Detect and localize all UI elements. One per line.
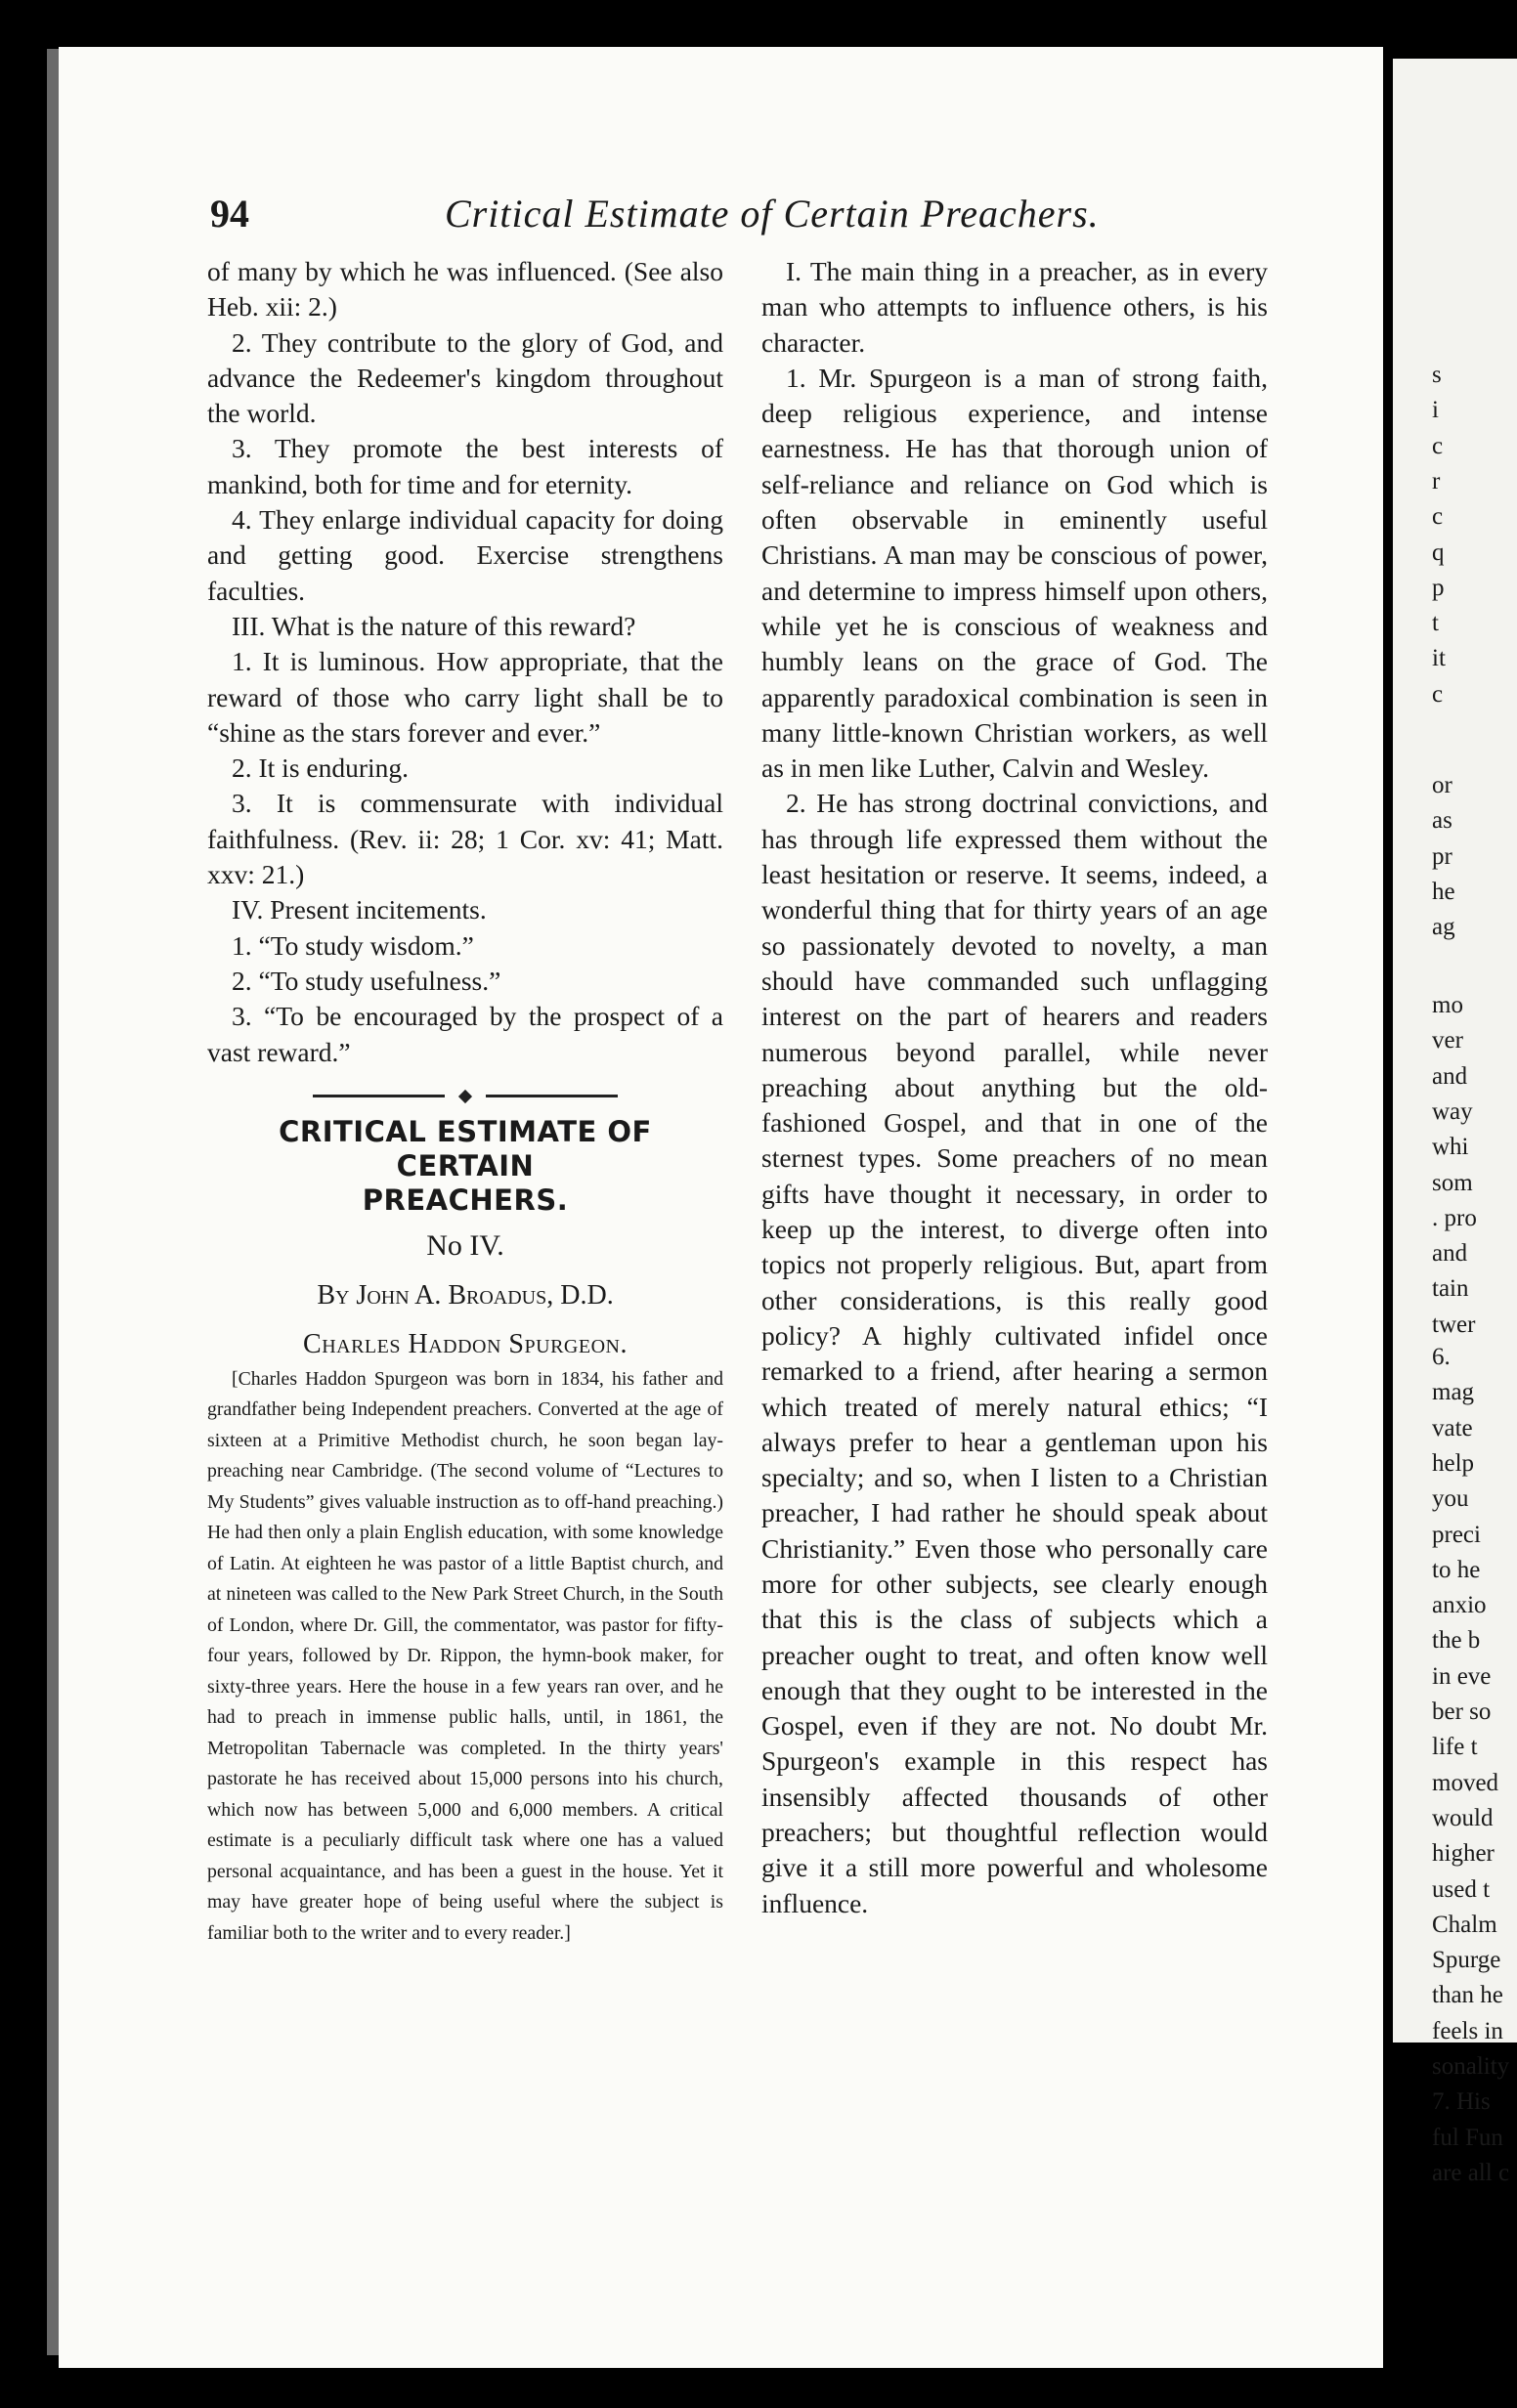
next-page-fragment: life t	[1432, 1734, 1478, 1761]
next-page-fragment: used t	[1432, 1875, 1491, 1903]
divider-line	[486, 1095, 618, 1097]
next-page-fragment: 6.	[1432, 1344, 1451, 1370]
running-title: Critical Estimate of Certain Preachers.	[445, 192, 1100, 236]
biographical-note: [Charles Haddon Spurgeon was born in 1834, his father and grandfather being Independent preachers. Converted at the age of sixteen at a Primitive Methodist church, he soon began lay-preaching near Cambridge. (The second volume of “Lectures to My Students” gives valuable instruction as to off-hand preaching.) He had then only a plain English education, with some knowledge of Latin. At eighteen he was pastor of a little Baptist church, and at nineteen was called to the New Park Street Church, in the South of London, where Dr. Gill, the commentator, was pastor for fifty-four years, followed by Dr. Rippon, the hymn-book maker, for sixty-three years. Here the house in a few years ran over, and he had to preach in immense public halls, until, in 1861, the Metropolitan Tabernacle was completed. In the thirty years' pastorate he has received about 15,000 persons into his church, which now has between 5,000 and 6,000 members. A critical estimate is a peculiarly difficult task where one has a valued personal acquaintance, and has been a guest in the house. Yet it may have greater hope of being useful where the subject is familiar both to the writer and to every reader.]	[207, 1367, 723, 1944]
next-page-fragment: are all c	[1432, 2159, 1510, 2186]
next-page-fragment: it	[1432, 645, 1446, 672]
next-page-fragment: he	[1432, 878, 1455, 905]
paragraph: 3. They promote the best interests of mankind, both for time and for eternity.	[207, 433, 723, 499]
next-page-fragment: ber so	[1432, 1698, 1492, 1725]
paragraph: I. The main thing in a preacher, as in every man who attempts to influence others, is his character.	[761, 256, 1268, 358]
next-page-fragment: s	[1432, 362, 1442, 388]
paragraph: 1. “To study wisdom.”	[232, 929, 474, 961]
next-page-fragment: r	[1432, 467, 1441, 494]
next-page-fragment: would	[1432, 1804, 1494, 1831]
paragraph: 3. It is commensurate with individual faithfulness. (Rev. ii: 28; 1 Cor. xv: 41; Matt. xxv: 21.)	[207, 788, 723, 890]
paragraph: 2. They contribute to the glory of God, and advance the Redeemer's kingdom throughout the world.	[207, 326, 723, 429]
next-page-fragment: as	[1432, 807, 1452, 835]
next-page-fragment: whi	[1432, 1134, 1469, 1161]
byline: By John A. Broadus, D.D.	[317, 1279, 614, 1311]
section-divider	[207, 1084, 723, 1109]
next-page-fragment: Spurge	[1432, 1947, 1501, 1974]
section-heading: III. What is the nature of this reward?	[232, 610, 636, 641]
next-page-fragment: . pro	[1432, 1204, 1477, 1231]
next-page-edge	[1393, 59, 1517, 2186]
article-title-line: PREACHERS.	[362, 1182, 569, 1217]
paragraph: 2. “To study usefulness.”	[232, 965, 501, 996]
next-page-fragment: you	[1432, 1485, 1469, 1513]
next-page-fragment: ver	[1432, 1027, 1463, 1054]
next-page-fragment: than he	[1432, 1982, 1503, 2009]
next-page-fragment: 7. His	[1432, 2088, 1491, 2116]
next-page-fragment: preci	[1432, 1521, 1481, 1548]
next-page-fragment: c	[1432, 503, 1444, 531]
article-title-line: CRITICAL ESTIMATE OF CERTAIN	[279, 1114, 652, 1182]
next-page-fragment: som	[1432, 1169, 1473, 1196]
diamond-icon	[458, 1090, 472, 1103]
next-page-fragment: higher	[1432, 1840, 1495, 1868]
next-page-fragment: ful Fun	[1432, 2124, 1503, 2151]
next-page-fragment: q	[1432, 538, 1445, 566]
next-page-fragment: ag	[1432, 914, 1455, 941]
next-page-fragment: tain	[1432, 1275, 1469, 1303]
paragraph: 3. “To be encouraged by the prospect of a vast reward.”	[207, 1001, 723, 1067]
next-page-fragment: help	[1432, 1449, 1475, 1477]
paragraph: of many by which he was influenced. (See also Heb. xii: 2.)	[207, 256, 723, 322]
article-number: No IV.	[426, 1228, 504, 1262]
page-number: 94	[210, 192, 249, 236]
right-column	[761, 254, 1268, 1921]
next-page-fragment: and	[1432, 1240, 1468, 1268]
next-page-fragment: c	[1432, 432, 1444, 459]
next-page-fragment: moved	[1432, 1769, 1499, 1796]
next-page-fragment: to he	[1432, 1556, 1481, 1583]
next-page-fragment: p	[1432, 574, 1445, 601]
next-page-fragment: twer	[1432, 1311, 1476, 1338]
paragraph: 2. He has strong doctrinal convictions, and has through life expressed them without the least hesitation or reserve. It seems, indeed, a wonderful thing that for thirty years of an age so passionately devoted to novelty, a man should have commanded such unflagging interest on the part of hearers and readers numerous beyond parallel, while never preaching about anything but the old-fashioned Gospel, and that in one of the sternest types. Some preachers of no mean gifts have thought it necessary, in order to keep up the interest, to diverge often into topics not properly religious. But, apart from other considerations, is this really good policy? A highly cultivated infidel once remarked to a friend, after hearing a sermon which treated of merely natural ethics; “I always prefer to hear a gentleman upon his specialty; and so, when I listen to a Christian preacher, I had rather he should speak about Christianity.” Even those who personally care more for other subjects, see clearly enough that this is the class of subjects which a preacher ought to treat, and often know well enough that they ought to be interested in the Gospel, even if they are not. No doubt Mr. Spurgeon's example in this respect has insensibly affected thousands of other preachers; but thoughtful reflection would give it a still more powerful and wholesome influence.	[761, 788, 1268, 1918]
next-page-fragment: mo	[1432, 992, 1463, 1018]
next-page-fragment: Chalm	[1432, 1911, 1497, 1938]
paragraph: 2. It is enduring.	[232, 752, 410, 784]
section-heading: IV. Present incitements.	[232, 894, 487, 925]
next-page-fragment: mag	[1432, 1379, 1475, 1406]
next-page-fragment: t	[1432, 610, 1439, 637]
running-head	[147, 191, 1271, 249]
article-subject: Charles Haddon Spurgeon.	[303, 1328, 628, 1359]
next-page-fragment: feels in	[1432, 2017, 1503, 2044]
paragraph: 4. They enlarge individual capacity for doing and getting good. Exercise strengthens faculties.	[207, 504, 723, 606]
next-page-fragment: vate	[1432, 1414, 1473, 1441]
left-column	[207, 254, 723, 1949]
next-page-fragment: way	[1432, 1097, 1473, 1125]
next-page-fragment: anxio	[1432, 1592, 1487, 1619]
next-page-fragment: or	[1432, 772, 1452, 798]
next-page-fragment: and	[1432, 1062, 1468, 1090]
paragraph: 1. Mr. Spurgeon is a man of strong faith, deep religious experience, and intense earnestness. He has that thorough union of self-reliance and reliance on God which is often observable in eminently useful Christians. A man may be conscious of power, and determine to impress himself upon others, while yet he is conscious of weakness and humbly leans on the grace of God. The apparently paradoxical combination is seen in many little-known Christian workers, as well as in men like Luther, Calvin and Wesley.	[761, 362, 1268, 784]
paragraph: 1. It is luminous. How appropriate, that the reward of those who carry light shall be to “shine as the stars forever and ever.”	[207, 646, 723, 748]
next-page-fragment: the b	[1432, 1627, 1481, 1655]
divider-line	[313, 1095, 445, 1097]
next-page-fragment: in eve	[1432, 1662, 1492, 1690]
next-page-fragment: i	[1432, 397, 1439, 424]
next-page-fragment: sonality	[1432, 2053, 1510, 2080]
article-title	[207, 1115, 723, 1218]
next-page-fragment: pr	[1432, 842, 1452, 870]
next-page-fragment: c	[1432, 680, 1444, 708]
